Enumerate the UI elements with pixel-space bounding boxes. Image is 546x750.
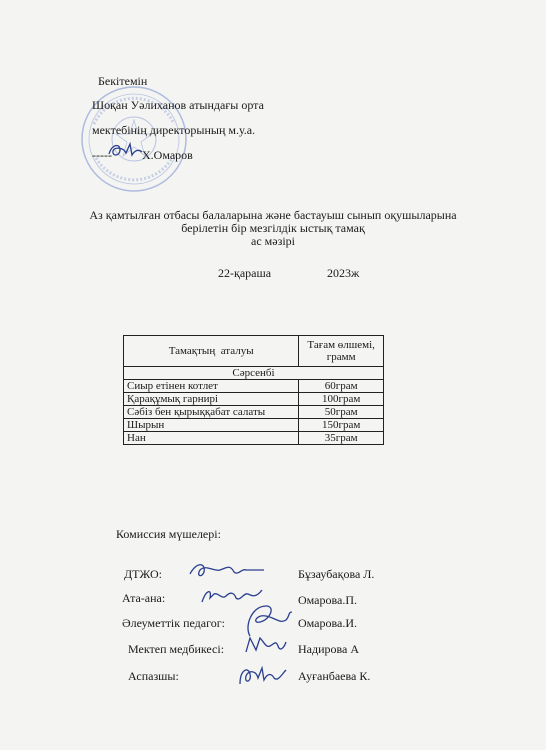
dish-name: Сәбіз бен қырыққабат салаты: [124, 406, 299, 419]
date-day: 22-қараша: [218, 266, 272, 280]
dish-amount: 100грам: [299, 393, 384, 406]
table-row: [124, 419, 384, 432]
menu-table: [123, 335, 384, 445]
signature-dtzho: [186, 558, 266, 582]
table-day-row: [124, 367, 384, 380]
table-row: [124, 380, 384, 393]
member-name: Бұзаубақова Л.: [298, 567, 375, 581]
document-title-line2: берілетін бір мезгілдік ыстық тамақ: [181, 221, 365, 235]
member-name: Омарова.И.: [298, 616, 358, 630]
director-signature: [106, 140, 144, 160]
dish-name: Сиыр етінен котлет: [124, 380, 299, 393]
dish-name: Қарақұмық гарнирі: [124, 393, 299, 406]
dish-amount: 35грам: [299, 432, 384, 445]
table-row: [124, 406, 384, 419]
dish-name: Нан: [124, 432, 299, 445]
dish-amount: 60грам: [299, 380, 384, 393]
dish-amount: 150грам: [299, 419, 384, 432]
table-header-row: [124, 336, 384, 367]
approval-label: Бекітемін: [98, 74, 148, 88]
member-name: Ауғанбаева К.: [298, 669, 371, 683]
header-portion: Тағам өлшемі, грамм: [299, 336, 384, 367]
document-title-line1: Аз қамтылған отбасы балаларына және бастауыш сынып оқушыларына: [89, 208, 457, 222]
commission-heading: Комиссия мүшелері:: [116, 527, 221, 541]
menu-day: Сәрсенбі: [124, 367, 384, 380]
dish-amount: 50грам: [299, 406, 384, 419]
signature-dashes: -----: [92, 148, 112, 162]
member-role: Ата-ана:: [122, 591, 166, 605]
member-name: Надирова А: [298, 642, 360, 656]
signature-cook: [234, 662, 290, 690]
approval-director-title: мектебінің директорының м.у.а.: [92, 123, 256, 137]
signature-nurse: [242, 632, 288, 658]
dish-name: Шырын: [124, 419, 299, 432]
table-row: [124, 432, 384, 445]
member-role: Мектеп медбикесі:: [128, 642, 225, 656]
member-role: Әлеуметтік педагог:: [122, 616, 225, 630]
document-title-line3: ас мәзірі: [251, 234, 295, 248]
header-dish-name: Тамақтың аталуы: [124, 336, 299, 367]
approval-school-name: Шоқан Уәлиханов атындағы орта: [92, 98, 264, 112]
member-name: Омарова.П.: [298, 593, 358, 607]
date-year: 2023ж: [327, 266, 360, 280]
member-role: ДТЖО:: [124, 567, 162, 581]
director-name: Х.Омаров: [141, 148, 193, 162]
table-row: [124, 393, 384, 406]
member-role: Аспазшы:: [128, 669, 179, 683]
